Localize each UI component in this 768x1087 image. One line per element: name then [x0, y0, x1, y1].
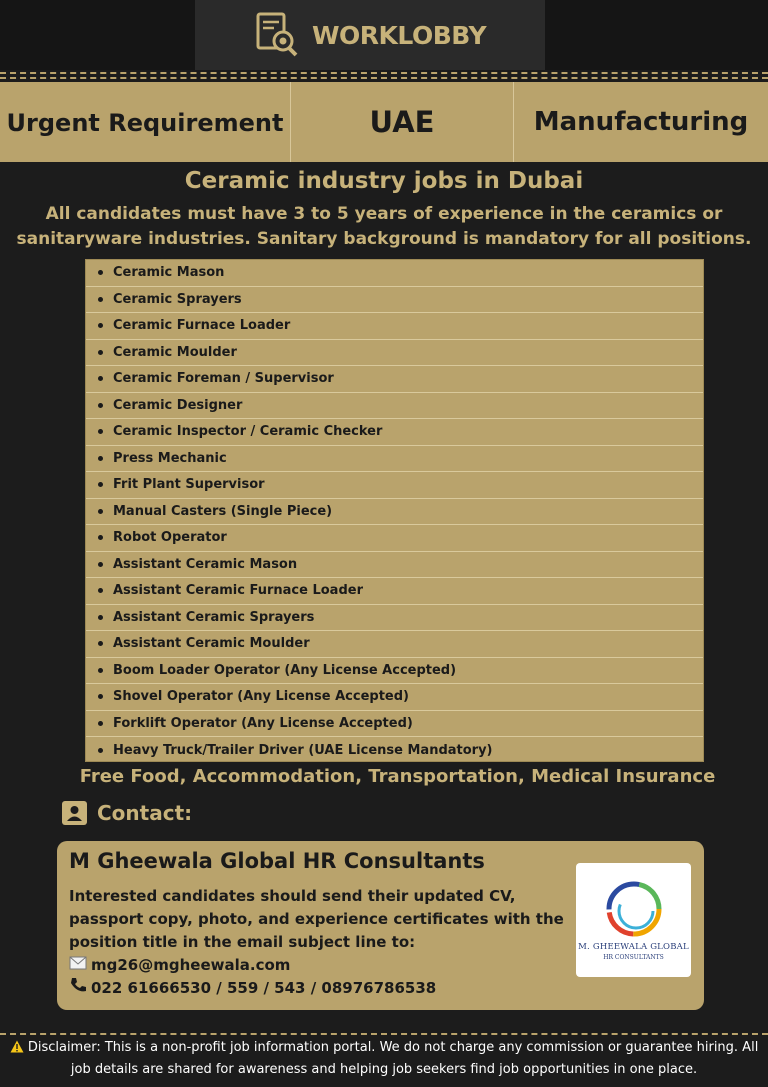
email-address[interactable]: mg26@mgheewala.com [91, 956, 291, 974]
job-item [86, 419, 703, 446]
logo-company-name: M. GHEEWALA GLOBAL [578, 941, 689, 952]
bullet-icon [98, 615, 103, 620]
disclaimer-text: Disclaimer: This is a non-profit job information portal. We do not charge any commission or guarantee hiring. All job details are shared for awareness and helping job seekers find job opportunities in one place. [27, 1040, 759, 1077]
job-item [86, 313, 703, 340]
job-title: Assistant Ceramic Sprayers [113, 609, 315, 625]
job-title: Heavy Truck/Trailer Driver (UAE License Mandatory) [113, 742, 493, 758]
job-item [86, 499, 703, 526]
job-title: Press Mechanic [113, 450, 227, 466]
job-item [86, 260, 703, 287]
job-item [86, 393, 703, 420]
consultant-logo [576, 863, 691, 977]
logo-company-sub: HR CONSULTANTS [603, 953, 664, 961]
job-item [86, 525, 703, 552]
bullet-icon [98, 535, 103, 540]
job-title: Ceramic Inspector / Ceramic Checker [113, 424, 383, 440]
job-item [86, 631, 703, 658]
contact-card [57, 841, 704, 1010]
document-search-icon [254, 11, 300, 59]
job-title: Frit Plant Supervisor [113, 477, 265, 493]
bullet-icon [98, 323, 103, 328]
bullet-icon [98, 297, 103, 302]
job-title: Ceramic Mason [113, 265, 225, 281]
job-title: Shovel Operator (Any License Accepted) [113, 689, 409, 705]
bullet-icon [98, 588, 103, 593]
job-item [86, 737, 703, 764]
disclaimer [0, 1038, 768, 1080]
bullet-icon [98, 668, 103, 673]
bullet-icon [98, 403, 103, 408]
contact-card-icon [62, 801, 87, 825]
job-item [86, 366, 703, 393]
contact-details [69, 885, 569, 1000]
job-title: Ceramic Moulder [113, 344, 237, 360]
application-instructions: Interested candidates should send their updated CV, passport copy, photo, and experience certificates with the position title in the email subject line to: [69, 887, 564, 951]
bullet-icon [98, 456, 103, 461]
job-title: Ceramic Sprayers [113, 291, 242, 307]
contact-label: Contact: [97, 801, 193, 825]
contact-heading [62, 801, 192, 825]
header-location: UAE [369, 105, 435, 139]
job-title: Forklift Operator (Any License Accepted) [113, 715, 413, 731]
top-divider [0, 72, 768, 74]
bullet-icon [98, 509, 103, 514]
job-item [86, 605, 703, 632]
header-industry: Manufacturing [533, 107, 749, 137]
job-title: Ceramic Furnace Loader [113, 318, 291, 334]
bullet-icon [98, 429, 103, 434]
bullet-icon [98, 562, 103, 567]
job-title: Robot Operator [113, 530, 227, 546]
bullet-icon [98, 694, 103, 699]
warning-icon [10, 1040, 24, 1060]
job-item [86, 552, 703, 579]
bottom-divider [0, 1033, 768, 1035]
job-item [86, 472, 703, 499]
page-title: Ceramic industry jobs in Dubai [184, 168, 584, 194]
job-title: Assistant Ceramic Furnace Loader [113, 583, 363, 599]
job-title: Ceramic Foreman / Supervisor [113, 371, 334, 387]
bullet-icon [98, 482, 103, 487]
header-urgent: Urgent Requirement [6, 108, 284, 137]
company-name: M Gheewala Global HR Consultants [69, 849, 485, 873]
bullet-icon [98, 748, 103, 753]
job-item [86, 711, 703, 738]
header-band [0, 82, 768, 162]
top-divider-2 [0, 77, 768, 79]
job-item [86, 684, 703, 711]
job-item [86, 658, 703, 685]
benefits-text: Free Food, Accommodation, Transportation, Medical Insurance [79, 766, 716, 787]
brand-name: WORKLOBBY [311, 20, 487, 50]
brand-logo [195, 0, 545, 70]
phone-icon [69, 977, 87, 1000]
bullet-icon [98, 641, 103, 646]
job-title: Assistant Ceramic Mason [113, 556, 298, 572]
job-title: Assistant Ceramic Moulder [113, 636, 310, 652]
bullet-icon [98, 721, 103, 726]
requirements-text: All candidates must have 3 to 5 years of experience in the ceramics or sanitaryware industries. Sanitary background is mandatory for all positions. [16, 204, 752, 249]
job-item [86, 446, 703, 473]
envelope-icon [69, 954, 87, 977]
job-title: Ceramic Designer [113, 397, 243, 413]
job-item [86, 578, 703, 605]
phone-numbers[interactable]: 022 61666530 / 559 / 543 / 08976786538 [91, 979, 437, 997]
email-line [69, 954, 569, 977]
job-item [86, 287, 703, 314]
ring-logo-icon [604, 880, 664, 938]
job-title: Boom Loader Operator (Any License Accepted) [113, 662, 457, 678]
job-title: Manual Casters (Single Piece) [113, 503, 333, 519]
phone-line [69, 977, 569, 1000]
bullet-icon [98, 350, 103, 355]
job-list [85, 259, 704, 762]
bullet-icon [98, 376, 103, 381]
bullet-icon [98, 270, 103, 275]
job-item [86, 340, 703, 367]
